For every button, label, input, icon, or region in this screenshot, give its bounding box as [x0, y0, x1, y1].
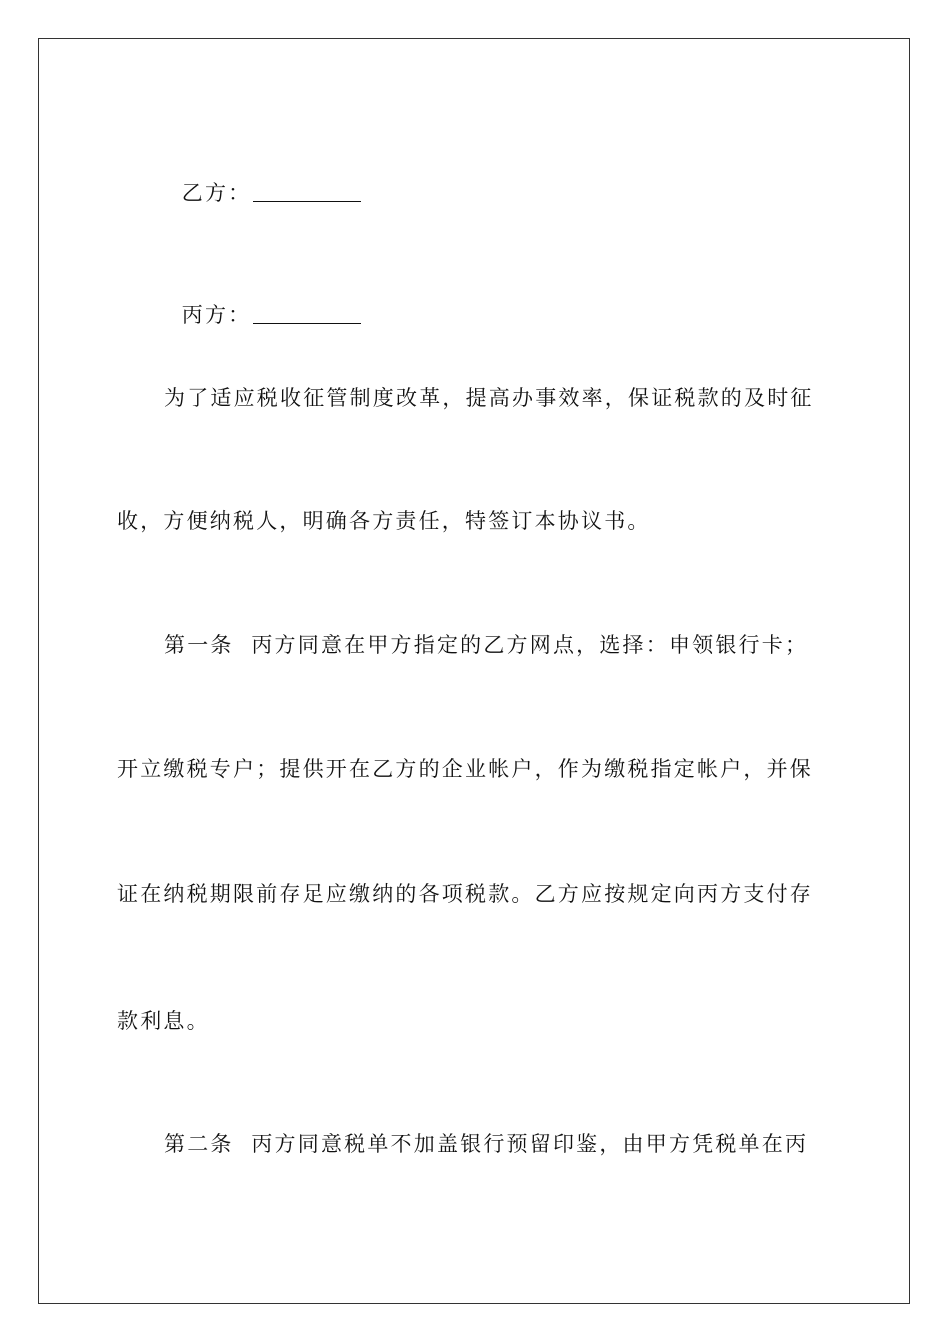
paragraph1-line1: 为了适应税收征管制度改革，提高办事效率，保证税款的及时征 — [164, 386, 814, 410]
article1-line1: 第一条 丙方同意在甲方指定的乙方网点，选择：申领银行卡； — [164, 633, 809, 657]
paragraph1-line2: 收，方便纳税人，明确各方责任，特签订本协议书。 — [117, 509, 651, 533]
party-c-label: 丙方： — [181, 303, 252, 327]
article1-line4: 款利息。 — [117, 1009, 210, 1033]
article1-line3: 证在纳税期限前存足应缴纳的各项税款。乙方应按规定向丙方支付存 — [117, 882, 813, 906]
party-c-blank — [253, 301, 361, 324]
party-b-label: 乙方： — [181, 181, 252, 205]
party-b-blank — [253, 179, 361, 202]
document-page — [38, 38, 910, 1304]
article1-line2: 开立缴税专户；提供开在乙方的企业帐户，作为缴税指定帐户，并保 — [117, 757, 813, 781]
party-b-line — [0, 133, 950, 205]
article2-line1: 第二条 丙方同意税单不加盖银行预留印鉴，由甲方凭税单在丙 — [164, 1132, 809, 1156]
party-c-line — [0, 255, 950, 327]
